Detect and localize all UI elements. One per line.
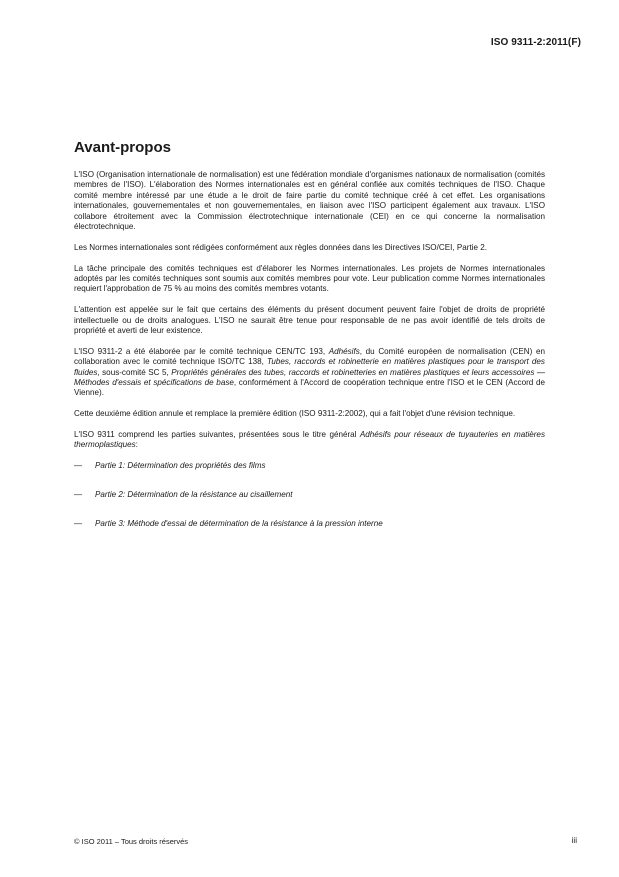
page-number: iii (571, 836, 577, 845)
part-label: Partie 1: Détermination des propriétés des films (95, 461, 266, 471)
paragraph-iso-organisation: L'ISO (Organisation internationale de normalisation) est une fédération mondiale d'organismes nationaux de normalisation (comités membres de l'ISO). L'élaboration des Normes internationales est en général confiée aux comités techniques de l'ISO. Chaque comité membre intéressé par une étude a le droit de faire partie du comité technique créé à cet effet. Les organisations internationales, gouvernementales et non gouvernementales, en liaison avec l'ISO participent également aux travaux. L'ISO collabore étroitement avec la Commission électrotechnique internationale (CEI) en ce qui concerne la normalisation électrotechnique. (74, 170, 545, 232)
paragraph-patent-rights: L'attention est appelée sur le fait que certains des éléments du présent document peuvent faire l'objet de droits de propriété intellectuelle ou de droits analogues. L'ISO ne saurait être tenue pour responsable de ne pas avoir identifié de tels droits de propriété et averti de leur existence. (74, 305, 545, 336)
page-title: Avant-propos (74, 139, 171, 156)
list-item (74, 461, 545, 471)
document-reference: ISO 9311-2:2011(F) (490, 37, 581, 48)
preparation-italic-1: Adhésifs (328, 346, 360, 356)
foreword-body (74, 170, 545, 548)
paragraph-preparation (74, 347, 545, 399)
preparation-text-2: , du Comité européen de normalisation (CEN) en collaboration avec le comité technique ISO/TC 138, (74, 346, 545, 367)
preparation-text-1: L'ISO 9311-2 a été élaborée par le comité technique CEN/TC 193, (74, 346, 329, 356)
preparation-text-4: , conformément à l'Accord de coopération technique entre l'ISO et le CEN (Accord de Vienne). (74, 378, 545, 398)
list-dash: — (74, 490, 83, 500)
list-item (74, 519, 545, 529)
list-dash: — (74, 461, 83, 471)
part-label: Partie 3: Méthode d'essai de détermination de la résistance à la pression interne (95, 519, 383, 529)
paragraph-edition: Cette deuxième édition annule et remplace la première édition (ISO 9311-2:2002), qui a fait l'objet d'une révision technique. (74, 409, 516, 419)
parts-list (74, 461, 545, 529)
paragraph-parts-intro (74, 430, 545, 451)
paragraph-technical-committees: La tâche principale des comités techniques est d'élaborer les Normes internationales. Les projets de Normes internationales adoptés par les comités techniques sont soumis aux comités membres pour vote. Leur publication comme Normes internationales requiert l'approbation de 75 % au moins des comités membres votants. (74, 263, 545, 294)
list-item (74, 490, 545, 500)
preparation-italic-2: Tubes, raccords et robinetterie en matières plastiques pour le transport des fluides (74, 357, 545, 377)
paragraph-directives: Les Normes internationales sont rédigées conformément aux règles données dans les Directives ISO/CEI, Partie 2. (74, 242, 487, 252)
preparation-text-3: , sous-comité SC 5, (97, 367, 172, 377)
parts-intro-text-1: L'ISO 9311 comprend les parties suivantes, présentées sous le titre général (74, 430, 360, 440)
parts-intro-italic: Adhésifs pour réseaux de tuyauteries en matières thermoplastiques (74, 430, 545, 450)
part-label: Partie 2: Détermination de la résistance au cisaillement (95, 490, 293, 500)
preparation-italic-3: Propriétés générales des tubes, raccords et robinetteries en matières plastiques et leurs accessoires — Méthodes d'essais et spécifications de base (74, 367, 545, 388)
footer-copyright: © ISO 2011 – Tous droits réservés (74, 837, 189, 846)
list-dash: — (74, 519, 83, 529)
parts-intro-text-2: : (135, 440, 138, 450)
